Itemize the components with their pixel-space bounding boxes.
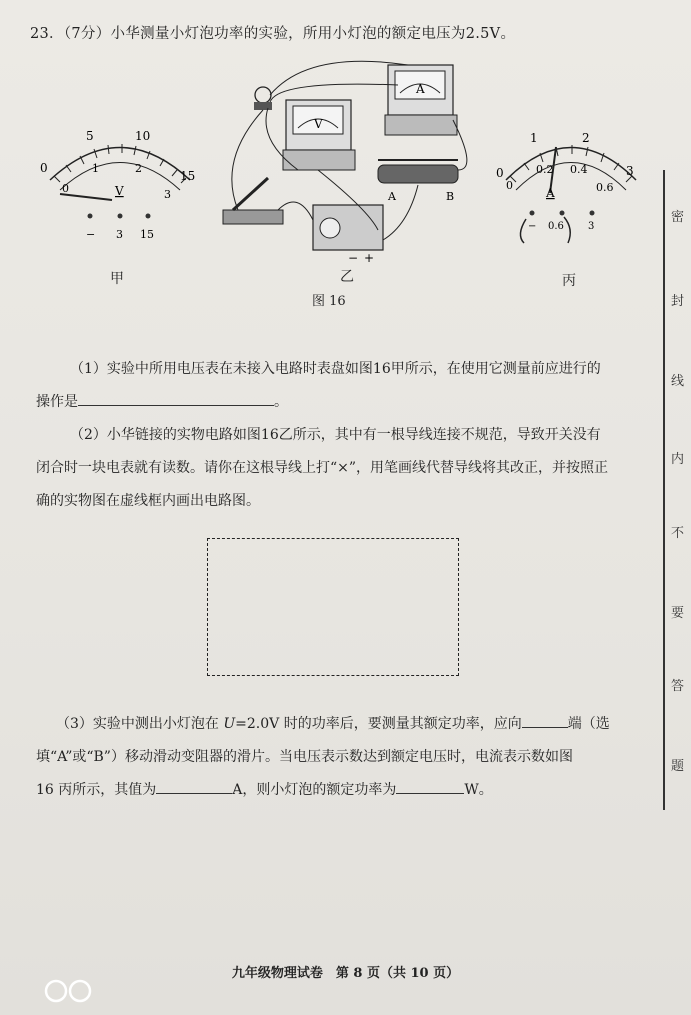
- voltmeter-top-5: 5: [86, 129, 94, 143]
- part2-line2: 闭合时一块电表就有读数。请你在这根导线上打“×”，用笔画线代替导线将其改正，并按照正: [36, 460, 609, 476]
- voltmeter-terminal-3: 3: [116, 228, 123, 241]
- part1-end: 。: [274, 394, 288, 410]
- circuit-meter-a-label: A: [416, 82, 425, 96]
- part3-line1: [56, 708, 656, 741]
- label-bing: 丙: [562, 273, 576, 289]
- ammeter-terminal-minus: −: [528, 221, 537, 232]
- voltmeter-dial-figure: [30, 120, 230, 240]
- page-footer: 九年级物理试卷 第 8 页（共 10 页）: [231, 966, 460, 981]
- binding-char-4: 内: [671, 452, 685, 467]
- binding-char-1: 密: [671, 210, 685, 225]
- binding-char-7: 答: [671, 679, 685, 694]
- rheostat-terminal-a: A: [388, 190, 396, 203]
- voltmeter-terminal-minus: −: [86, 228, 96, 241]
- ammeter-top-1: 1: [530, 131, 538, 145]
- rheostat-terminal-b: B: [446, 190, 455, 203]
- part3-line3: [36, 774, 656, 807]
- part3-text-a: （3）实验中测出小灯泡在: [56, 716, 224, 732]
- binding-char-2: 封: [671, 294, 685, 309]
- circuit-figure: [218, 60, 458, 265]
- voltmeter-bottom-1: 1: [92, 162, 99, 175]
- ammeter-terminal-06: 0.6: [548, 221, 564, 232]
- battery-minus: −: [348, 251, 359, 265]
- part3-text-f: W。: [464, 782, 493, 798]
- part1-label: 操作是: [36, 394, 78, 410]
- overlay-circles-icon: [44, 978, 104, 1008]
- part3-text-d: 16 丙所示，其值为: [36, 782, 157, 798]
- part3-text-e: A，则小灯泡的额定功率为: [232, 782, 397, 798]
- question-title: 23．（7分）小华测量小灯泡功率的实验，所用小灯泡的额定电压为2.5V。: [30, 26, 516, 42]
- ammeter-top-2: 2: [582, 131, 590, 145]
- label-jia: 甲: [110, 271, 124, 287]
- binding-char-5: 不: [671, 526, 685, 541]
- voltmeter-bottom-2: 2: [135, 162, 142, 175]
- ammeter-bottom-0: 0: [506, 179, 513, 192]
- ammeter-unit: A: [546, 186, 555, 200]
- part3-text-c: 端（选: [567, 716, 610, 732]
- part3-power-blank[interactable]: [396, 777, 464, 794]
- part1-line1: （1）实验中所用电压表在未接入电路时表盘如图16甲所示，在使用它测量前应进行的: [70, 361, 601, 377]
- ammeter-top-0: 0: [496, 166, 504, 180]
- voltmeter-top-10: 10: [135, 129, 151, 143]
- ammeter-terminal-3: 3: [588, 221, 595, 232]
- voltmeter-top-15: 15: [180, 169, 196, 183]
- circuit-meter-v-label: V: [314, 117, 323, 131]
- part3-current-blank[interactable]: [156, 777, 232, 794]
- battery-plus: +: [364, 251, 375, 265]
- circuit-diagram-answer-box[interactable]: [207, 538, 459, 676]
- part2-line3: 确的实物图在虚线框内画出电路图。: [36, 493, 260, 509]
- ammeter-bottom-06: 0.6: [596, 181, 614, 194]
- voltmeter-unit: V: [115, 184, 124, 198]
- ammeter-bottom-04: 0.4: [570, 163, 588, 176]
- figure-caption: 图 16: [312, 294, 346, 309]
- ammeter-top-3: 3: [626, 164, 634, 178]
- voltmeter-top-0: 0: [40, 161, 48, 175]
- part1-answer-blank[interactable]: [78, 389, 274, 406]
- part1-line2: [36, 386, 656, 419]
- voltmeter-terminal-15: 15: [140, 228, 154, 241]
- ammeter-dial-figure: [496, 125, 666, 245]
- voltmeter-bottom-0: 0: [62, 182, 69, 195]
- binding-margin: [663, 170, 691, 810]
- label-yi: 乙: [340, 269, 354, 285]
- voltmeter-bottom-3: 3: [164, 188, 171, 201]
- part3-line2: 填“A”或“B”）移动滑动变阻器的滑片。当电压表示数达到额定电压时，电流表示数如图: [36, 749, 573, 765]
- part3-text-b: =2.0V 时的功率后，要测量其额定功率，应向: [235, 716, 522, 732]
- binding-char-3: 线: [671, 374, 685, 389]
- part3-symbol-u: U: [223, 716, 236, 732]
- binding-char-6: 要: [671, 606, 685, 621]
- part3-direction-blank[interactable]: [522, 711, 568, 728]
- part2-line1: （2）小华链接的实物电路如图16乙所示，其中有一根导线连接不规范，导致开关没有: [70, 427, 601, 443]
- binding-char-8: 题: [671, 759, 685, 774]
- ammeter-bottom-02: 0.2: [536, 163, 554, 176]
